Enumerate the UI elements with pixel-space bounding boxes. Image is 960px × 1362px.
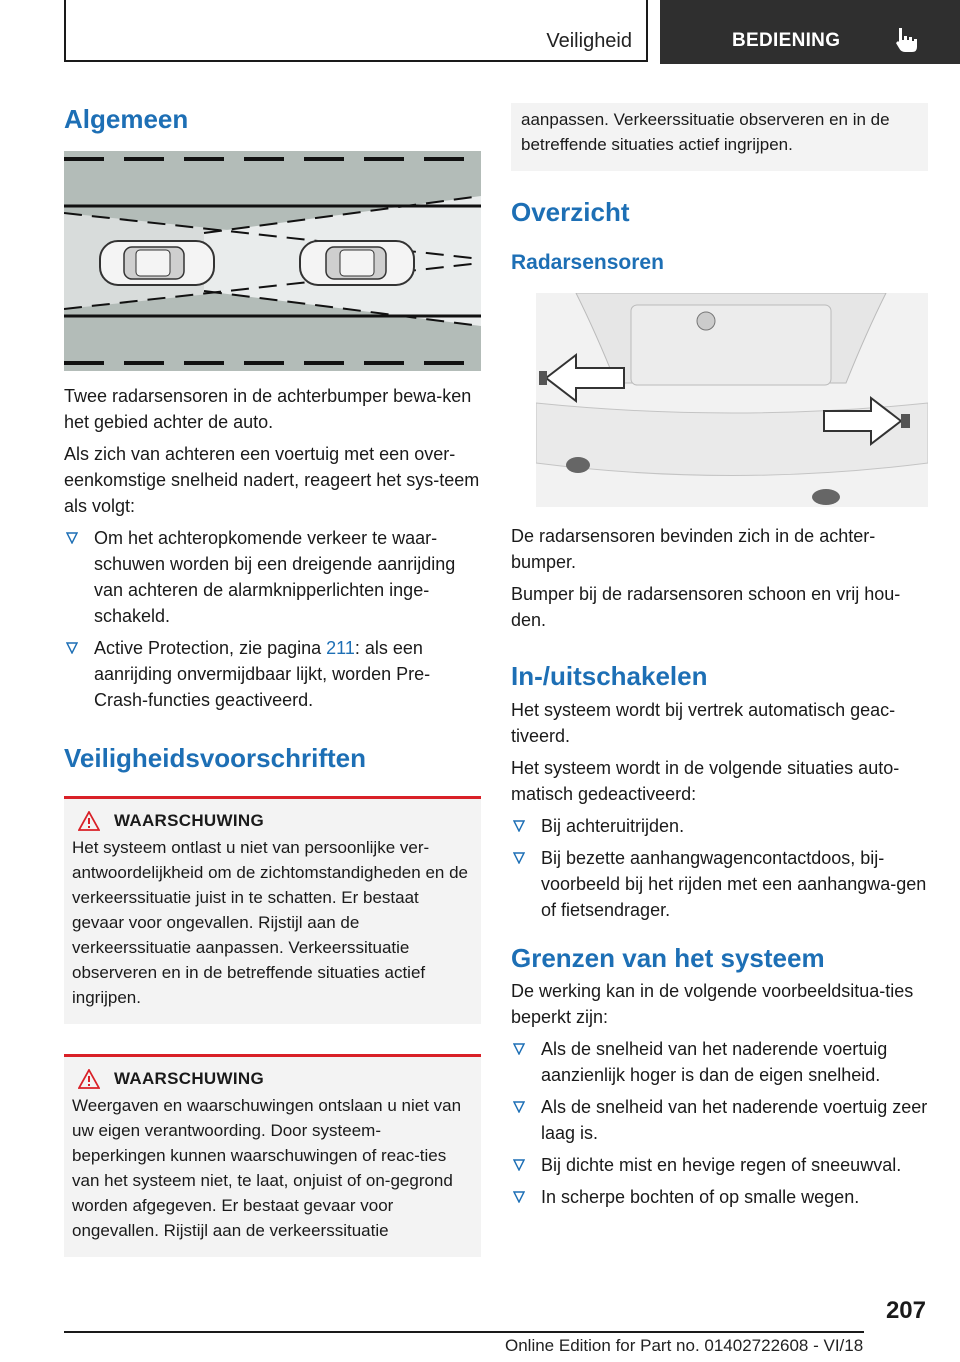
triangle-bullet-icon [513, 1159, 525, 1171]
list-item: Bij achteruitrijden. [511, 813, 928, 839]
title-algemeen: Algemeen [64, 104, 189, 134]
warning-continuation-text: aanpassen. Verkeerssituatie observeren en in de betreffende situaties actief ingrijpen. [521, 110, 890, 154]
switch-paragraph-2: Het systeem wordt in de volgende situaties auto-matisch gedeactiveerd: [511, 757, 900, 804]
subtitle-radarsensoren: Radarsensoren [511, 251, 664, 275]
rear-bumper-illustration [536, 293, 928, 507]
limits-list [511, 1036, 928, 1210]
list-item: In scherpe bochten of op smalle wegen. [511, 1184, 928, 1210]
warning-box-1 [64, 796, 481, 1024]
chapter-tab [660, 0, 960, 64]
triangle-bullet-icon [513, 1043, 525, 1055]
section-tab [64, 0, 648, 62]
triangle-bullet-icon [513, 1101, 525, 1113]
title-overzicht: Overzicht [511, 197, 630, 227]
intro-paragraph-2: Als zich van achteren een voertuig met een over-eenkomstige snelheid nadert, reageert het sys-teem als volgt: [64, 444, 480, 517]
list-item: Bij bezette aanhangwagencontactdoos, bij-voorbeeld bij het rijden met een aanhangwa-gen of fietsendrager. [511, 845, 928, 923]
triangle-bullet-icon [66, 532, 78, 544]
switch-paragraph-1: Het systeem wordt bij vertrek automatisch geac-tiveerd. [511, 699, 896, 746]
page-link-211[interactable]: 211 [326, 638, 355, 659]
deactivation-list [511, 813, 928, 923]
radar-paragraph-2: Bumper bij de radarsensoren schoon en vrij hou-den. [511, 584, 901, 631]
list-item: Bij dichte mist en hevige regen of sneeuwval. [511, 1152, 928, 1178]
pointing-hand-icon [894, 26, 920, 54]
page-header [64, 0, 960, 66]
title-veiligheidsvoorschriften: Veiligheidsvoorschriften [64, 743, 366, 774]
title-in-uitschakelen: In-/uitschakelen [511, 661, 708, 692]
warning-text: Weergaven en waarschuwingen ontslaan u niet van uw eigen verantwoording. Door systeem-beperkingen kunnen waarschuwingen of reac-ties van het systeem niet, te laat, onjuist of on-gegrond worden afgegeven. Er bestaat gevaar voor ongevallen. Rijstijl aan de verkeerssituatie [72, 1096, 462, 1241]
triangle-bullet-icon [513, 820, 525, 832]
left-column [64, 100, 481, 1257]
list-item: Om het achteropkomende verkeer te waar-schuwen worden bij een dreigende aanrijding van achteren de alarmknipperlichten inge-schakeld. [64, 525, 481, 629]
list-item: Active Protection, zie pagina 211: als een aanrijding onvermijdbaar lijkt, worden Pre-Crash-functies geactiveerd. [64, 635, 481, 713]
reaction-list [64, 525, 481, 713]
list-item: Als de snelheid van het naderende voertuig zeer laag is. [511, 1094, 928, 1146]
intro-paragraph-1: Twee radarsensoren in de achterbumper bewa-ken het gebied achter de auto. [64, 386, 472, 433]
triangle-bullet-icon [66, 642, 78, 654]
triangle-bullet-icon [513, 852, 525, 864]
warning-box-2 [64, 1054, 481, 1257]
warning-label: WAARSCHUWING [114, 1069, 264, 1089]
radar-paragraph-1: De radarsensoren bevinden zich in de achter-bumper. [511, 526, 876, 573]
radar-coverage-illustration [64, 151, 481, 371]
section-label: Veiligheid [546, 30, 632, 52]
warning-triangle-icon [78, 811, 100, 831]
title-grenzen: Grenzen van het systeem [511, 942, 825, 973]
limits-paragraph: De werking kan in de volgende voorbeeldsitua-ties beperkt zijn: [511, 980, 914, 1027]
chapter-label: BEDIENING [732, 30, 841, 51]
footer-edition: Online Edition for Part no. 01402722608 - VI/18 [505, 1336, 864, 1355]
right-column [511, 103, 928, 1210]
warning-triangle-icon [78, 1069, 100, 1089]
warning-label: WAARSCHUWING [114, 811, 264, 831]
triangle-bullet-icon [513, 1191, 525, 1203]
warning-continuation-box [511, 103, 928, 171]
warning-text: Het systeem ontlast u niet van persoonlijke ver-antwoordelijkheid om de zichtomstandigheden en de verkeerssituatie juist in te schatten. Er bestaat gevaar voor ongevallen. Rijstijl aan de verkeerssituatie aanpassen. Verkeerssituatie observeren en in de betreffende situaties actief ingrijpen. [72, 838, 468, 1008]
footer-divider [64, 1331, 864, 1333]
list-item: Als de snelheid van het naderende voertuig aanzienlijk hoger is dan de eigen snelheid. [511, 1036, 928, 1088]
page-number: 207 [885, 1297, 926, 1324]
